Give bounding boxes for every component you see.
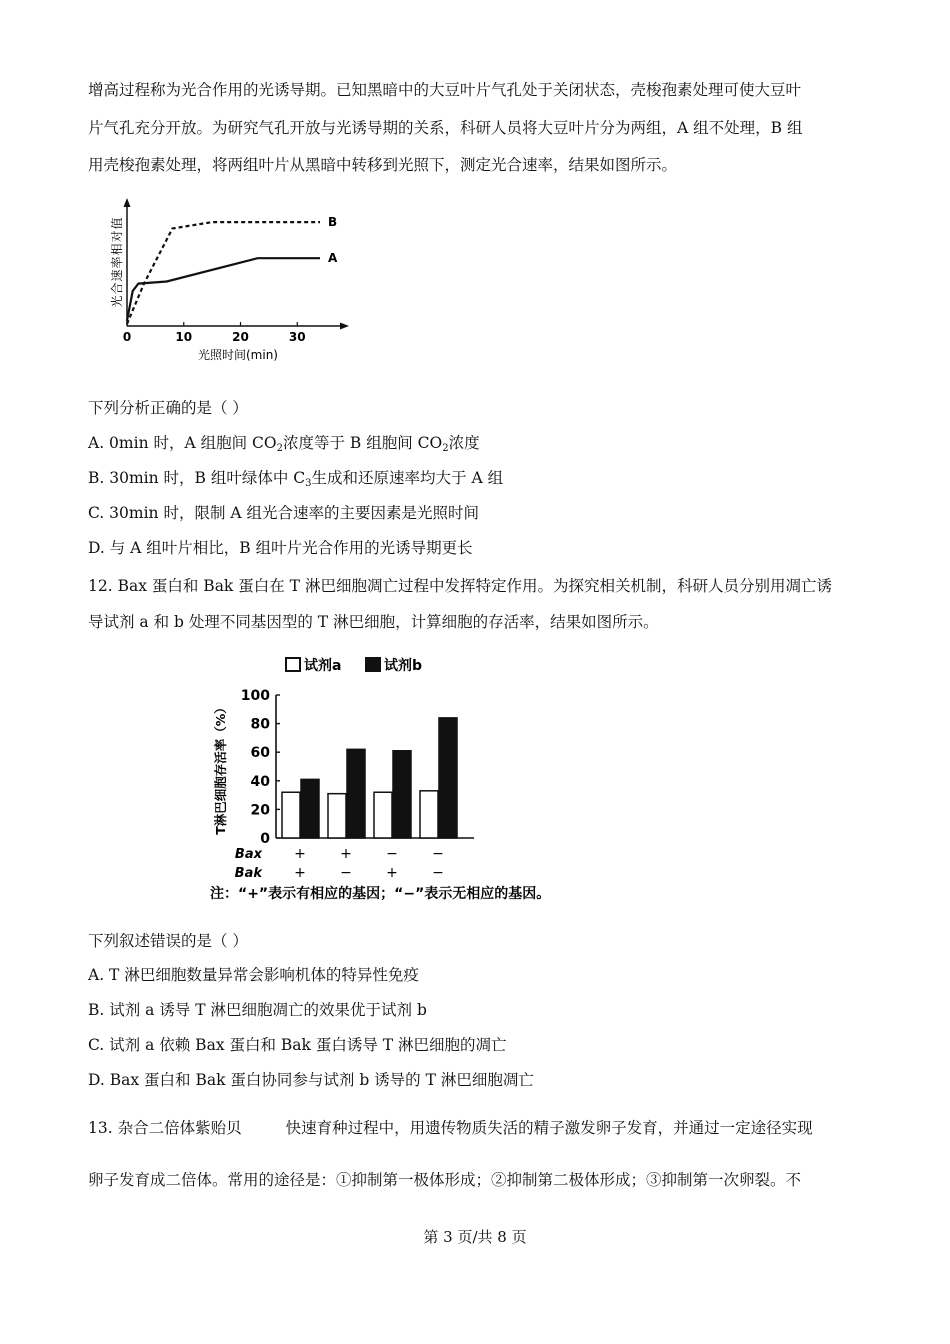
chart2-y-tick-label: 80 xyxy=(250,716,270,733)
legend-label-b: 试剂b xyxy=(384,658,423,674)
chart2-gene-symbol: + xyxy=(294,865,306,881)
chart1-series-A xyxy=(127,258,320,321)
chart1-x-tick-label: 10 xyxy=(175,330,193,344)
chart1-series-B xyxy=(127,222,320,324)
chart2-gene-symbol: − xyxy=(432,865,444,881)
intro-line-1: 增高过程称为光合作用的光诱导期。已知黑暗中的大豆叶片气孔处于关闭状态，壳梭孢素处理可使大豆叶 xyxy=(88,81,802,99)
intro-line-2: 片气孔充分开放。为研究气孔开放与光诱导期的关系，科研人员将大豆叶片分为两组，A 组不处理，B 组 xyxy=(88,119,803,137)
q12-option-a: A. T 淋巴细胞数量异常会影响机体的特异性免疫 xyxy=(88,966,419,984)
chart2-y-tick-label: 40 xyxy=(250,773,270,790)
q12-option-b: B. 试剂 a 诱导 T 淋巴细胞凋亡的效果优于试剂 b xyxy=(88,1001,427,1019)
chart2-bar-a xyxy=(328,794,346,838)
chart1-y-label: 光合速率相对值 xyxy=(110,216,124,308)
chart2-note: 注：“+”表示有相应的基因；“−”表示无相应的基因。 xyxy=(210,886,551,902)
chart2-row-label: Bax xyxy=(234,847,262,862)
q12-option-c: C. 试剂 a 依赖 Bax 蛋白和 Bak 蛋白诱导 T 淋巴细胞的凋亡 xyxy=(88,1036,507,1054)
chart2-bar-b xyxy=(347,749,365,838)
chart1-x-label: 光照时间(min) xyxy=(198,348,278,362)
legend-swatch-a xyxy=(286,658,300,671)
q11-option-d: D. 与 A 组叶片相比，B 组叶片光合作用的光诱导期更长 xyxy=(88,539,473,557)
q11-option-b: B. 30min 时，B 组叶绿体中 C3生成和还原速率均大于 A 组 xyxy=(88,469,504,489)
chart2-bar-a xyxy=(420,791,438,838)
chart2-y-tick-label: 60 xyxy=(250,745,270,762)
q12-line-2: 导试剂 a 和 b 处理不同基因型的 T 淋巴细胞，计算细胞的存活率，结果如图所示。 xyxy=(88,613,659,631)
chart2-legend xyxy=(286,657,422,674)
chart2-y-tick-label: 0 xyxy=(260,831,270,847)
chart1-x-tick-label: 30 xyxy=(288,330,306,344)
survival-rate-chart xyxy=(200,650,620,912)
chart2-y-tick-label: 20 xyxy=(250,802,270,819)
chart2-gene-symbol: + xyxy=(386,865,398,881)
chart2-gene-symbol: + xyxy=(340,846,352,862)
light-induction-chart xyxy=(100,196,360,371)
intro-line-3: 用壳梭孢素处理，将两组叶片从黑暗中转移到光照下，测定光合速率，结果如图所示。 xyxy=(88,156,678,174)
chart2-gene-symbol: + xyxy=(294,846,306,862)
q11-option-a: A. 0min 时，A 组胞间 CO2浓度等于 B 组胞间 CO2浓度 xyxy=(88,434,480,454)
legend-swatch-b xyxy=(366,658,380,671)
q11-option-c: C. 30min 时，限制 A 组光合速率的主要因素是光照时间 xyxy=(88,504,479,522)
chart2-y-label: T淋巴细胞存活率（%） xyxy=(213,701,228,835)
chart2-bar-b xyxy=(301,779,319,838)
q12-line-1: 12. Bax 蛋白和 Bak 蛋白在 T 淋巴细胞凋亡过程中发挥特定作用。为探究相关机制，科研人员分别用凋亡诱 xyxy=(88,577,832,595)
chart1-series-label-A: A xyxy=(327,251,338,266)
chart1-x-tick-label: 0 xyxy=(122,330,132,344)
q13-line-1: 13. 杂合二倍体紫贻贝 快速育种过程中，用遗传物质失活的精子激发卵子发育，并通过一定途径实现 xyxy=(88,1119,813,1137)
chart2-gene-symbol: − xyxy=(340,865,352,881)
chart1-y-arrow xyxy=(124,198,131,207)
q13-line-2: 卵子发育成二倍体。常用的途径是：①抑制第一极体形成；②抑制第二极体形成；③抑制第一次卵裂。不 xyxy=(88,1171,802,1189)
chart2-y-tick-label: 100 xyxy=(240,688,270,704)
chart1-series-label-B: B xyxy=(327,215,338,230)
q12-stem: 下列叙述错误的是（ ） xyxy=(88,932,248,950)
chart2-bar-b xyxy=(393,751,411,838)
chart2-bar-b xyxy=(439,718,457,838)
q11-stem: 下列分析正确的是（ ） xyxy=(88,399,248,417)
chart2-bar-a xyxy=(374,792,392,838)
chart1-x-tick-label: 20 xyxy=(232,330,249,344)
legend-label-a: 试剂a xyxy=(304,658,342,674)
chart2-gene-symbol: − xyxy=(432,846,444,862)
chart2-row-label: Bak xyxy=(234,866,262,881)
page-footer: 第 3 页/共 8 页 xyxy=(423,1228,527,1246)
chart1-x-arrow xyxy=(340,323,349,330)
chart2-bar-a xyxy=(282,792,300,838)
chart2-gene-symbol: − xyxy=(386,846,398,862)
q12-option-d: D. Bax 蛋白和 Bak 蛋白协同参与试剂 b 诱导的 T 淋巴细胞凋亡 xyxy=(88,1071,534,1089)
